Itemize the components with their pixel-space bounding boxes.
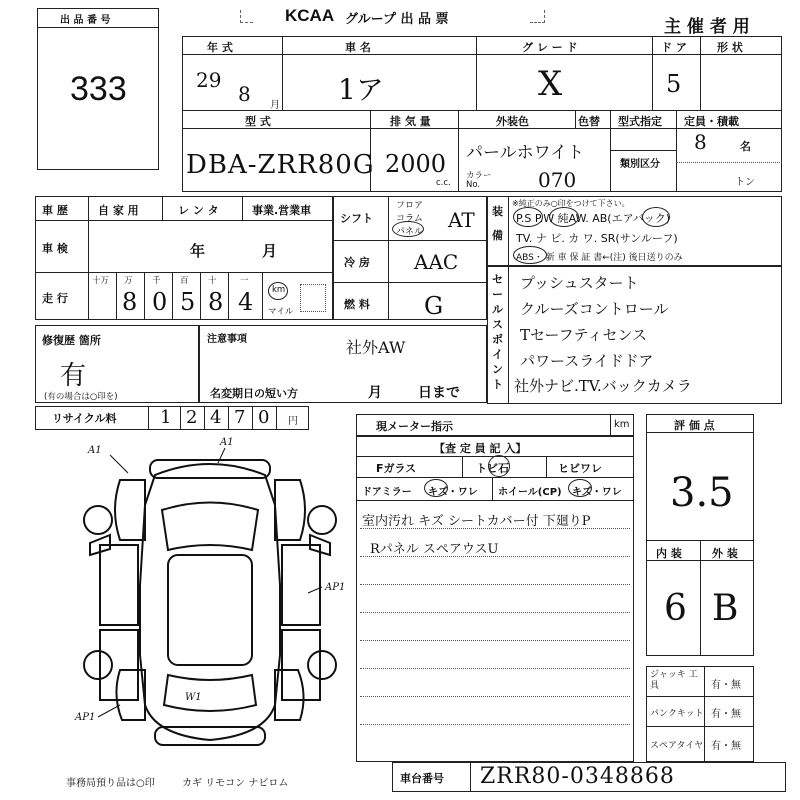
type-cert-label: 型式指定 xyxy=(618,115,662,128)
tool-label-repair-kit: パンクキット xyxy=(650,709,704,719)
left-rear-wheel xyxy=(84,651,112,679)
month-suffix: 月 xyxy=(270,100,280,111)
right-front-fender xyxy=(275,480,305,540)
tool-options-repair-kit[interactable]: 有・無 xyxy=(711,709,741,720)
notes-value: 社外AW xyxy=(346,338,406,357)
digit-unit-10: 十 xyxy=(208,276,217,286)
chip-circle-mark xyxy=(488,455,510,477)
rear-bumper xyxy=(155,727,265,745)
equipment-row-2: TV. ナ ビ. カ ワ. SR(サンルーフ) xyxy=(516,232,678,245)
body-label: 形 状 xyxy=(717,41,743,54)
glass-label: Fガラス xyxy=(376,462,417,475)
digit-unit-100k: 十万 xyxy=(92,276,110,286)
windshield xyxy=(162,503,258,551)
transfer-label: 名変期日の短い方 xyxy=(210,387,298,400)
equipment-note: ※純正のみ○印をつけて下さい。 xyxy=(512,199,630,208)
mile-label: マイル xyxy=(268,307,294,317)
recycle-digit: 7 xyxy=(234,407,246,428)
sales-point-item: クルーズコントロール xyxy=(520,300,669,318)
color-label: 外装色 xyxy=(496,115,529,128)
model-value: DBA-ZRR80G xyxy=(186,150,375,180)
mileage-label: 走 行 xyxy=(42,292,68,305)
car-body-outline xyxy=(140,464,280,740)
capacity-unit: 名 xyxy=(740,140,751,153)
ac-label: 冷 房 xyxy=(344,256,370,269)
color-change-label: 色替 xyxy=(578,115,600,128)
digit-unit-10k: 万 xyxy=(124,276,133,286)
history-option-business[interactable]: 事業.営業車 xyxy=(252,204,312,217)
exterior-label: 外 装 xyxy=(712,547,738,560)
repair-note: (有の場合は○印を) xyxy=(44,392,118,402)
inspection-month: 月 xyxy=(262,242,278,260)
left-front-fender xyxy=(115,480,145,540)
damage-mark: AP1 xyxy=(325,582,346,593)
history-option-private[interactable]: 自 家 用 xyxy=(98,204,139,217)
damage-mark: AP1 xyxy=(75,712,96,723)
capacity-value: 8 xyxy=(694,130,707,154)
sales-point-item: プッシュスタート xyxy=(520,274,639,292)
shift-label: シフト xyxy=(340,212,373,225)
transfer-day: 日まで xyxy=(418,385,460,401)
right-rear-wheel xyxy=(308,651,336,679)
left-rear-fender xyxy=(116,670,145,720)
remark-line: Rパネル スペアウスU xyxy=(370,542,499,557)
tool-options-spare-tire[interactable]: 有・無 xyxy=(711,741,741,752)
abs-circle-mark xyxy=(513,246,547,264)
recycle-label: リサイクル料 xyxy=(52,412,117,425)
left-front-wheel xyxy=(84,506,112,534)
ab-circle-mark xyxy=(642,207,670,227)
fuel-label: 燃 料 xyxy=(344,298,370,311)
grade-value: X xyxy=(538,64,563,104)
tool-options-jack[interactable]: 有・無 xyxy=(711,680,741,691)
mileage-digit: 0 xyxy=(152,288,168,316)
org-subtitle: グループ 出 品 票 xyxy=(345,12,449,27)
mileage-digit: 4 xyxy=(238,288,254,316)
grade-label: グ レ ー ド xyxy=(522,41,578,54)
history-label: 車 歴 xyxy=(42,204,68,217)
org-title: KCAA xyxy=(285,6,335,25)
interior-value: 6 xyxy=(664,588,687,629)
chassis-label: 車台番号 xyxy=(400,772,444,785)
history-option-rental[interactable]: レ ン タ xyxy=(178,204,219,217)
year-label: 年 式 xyxy=(207,41,233,54)
notes-label: 注意事項 xyxy=(207,334,247,345)
chassis-value: ZRR80-0348868 xyxy=(480,764,675,789)
tool-label-jack: ジャッキ 工 具 xyxy=(650,670,698,691)
sales-point-item: 社外ナビ.TV.バックカメラ xyxy=(514,377,692,395)
meter-label: 現メーター指示 xyxy=(376,420,453,433)
inspection-label: 車 検 xyxy=(42,242,68,255)
name-label: 車 名 xyxy=(345,41,371,54)
digit-unit-1k: 千 xyxy=(152,276,161,286)
office-items: カギ リモコン ナビロム xyxy=(182,778,289,789)
name-value: 1ア xyxy=(338,73,384,106)
wheel-label: ホイール(CP) xyxy=(498,487,562,498)
right-rear-fender xyxy=(275,670,304,720)
sales-point-item: Tセーフティセンス xyxy=(520,326,648,344)
role-label: 主 催 者 用 xyxy=(664,17,750,37)
doors-value: 5 xyxy=(666,70,682,98)
lot-number-label: 出 品 番 号 xyxy=(60,15,111,26)
mileage-digit: 8 xyxy=(208,288,224,316)
shift-option-panel[interactable]: パネル xyxy=(396,227,424,237)
color-no-value: 070 xyxy=(538,168,577,192)
lot-number: 333 xyxy=(70,70,127,108)
right-front-door xyxy=(282,545,320,625)
year-value: 29 xyxy=(196,68,222,92)
car-diagram xyxy=(70,435,350,765)
capacity-label: 定員・積載 xyxy=(684,115,739,128)
inspection-header: 【査 定 員 記 入】 xyxy=(434,442,527,455)
pw-circle-mark xyxy=(549,207,579,227)
shift-option-column[interactable]: コラム xyxy=(396,214,423,224)
fuel-value: G xyxy=(424,292,444,320)
remark-line: 室内汚れ キズ シートカバー付 下廻りP xyxy=(362,514,591,529)
left-rear-door xyxy=(100,630,138,700)
grade-overall: 3.5 xyxy=(670,470,734,516)
right-rear-door xyxy=(282,630,320,700)
grade-label: 評 価 点 xyxy=(674,419,715,432)
digit-unit-100: 百 xyxy=(180,276,189,286)
interior-label: 内 装 xyxy=(656,547,682,560)
recycle-digit: 4 xyxy=(210,407,222,428)
office-text: 事務局預り品は○印 xyxy=(66,778,155,789)
wheel-circle-mark xyxy=(568,479,592,497)
inspection-year: 年 xyxy=(190,242,206,260)
meter-unit: km xyxy=(614,419,630,430)
shift-value: AT xyxy=(448,208,475,232)
mileage-digit: 8 xyxy=(122,288,138,316)
ac-value: AAC xyxy=(414,250,459,274)
exterior-value: B xyxy=(712,588,739,629)
digit-unit-1: 一 xyxy=(240,276,249,286)
month-value: 8 xyxy=(238,82,251,106)
roof xyxy=(168,555,252,665)
class-label: 類別区分 xyxy=(620,159,660,170)
doors-label: ド ア xyxy=(661,41,687,54)
left-front-door xyxy=(100,545,138,625)
recycle-unit: 円 xyxy=(288,416,298,427)
color-no-label: カラー No. xyxy=(466,171,492,190)
load-unit: トン xyxy=(735,177,755,188)
km-label: km xyxy=(272,285,286,295)
disp-unit: c.c. xyxy=(436,178,451,188)
right-front-wheel xyxy=(308,506,336,534)
recycle-digit: 2 xyxy=(186,407,198,428)
glass-option-crack[interactable]: ヒビワレ xyxy=(558,462,602,475)
front-bumper xyxy=(150,460,270,478)
disp-label: 排 気 量 xyxy=(390,115,431,128)
wheel-options[interactable]: キズ・ワレ xyxy=(572,487,622,498)
color-value: パールホワイト xyxy=(466,143,585,163)
mirror-label: ドアミラー xyxy=(362,487,412,498)
model-label: 型 式 xyxy=(245,115,271,128)
ps-circle-mark xyxy=(513,207,543,227)
recycle-digit: 1 xyxy=(160,407,172,428)
mirror-options[interactable]: キズ・ワレ xyxy=(428,487,478,498)
damage-mark: W1 xyxy=(185,692,202,703)
panel-circle-mark xyxy=(392,221,424,237)
recycle-digit: 0 xyxy=(258,407,270,428)
repair-label: 修復歴 箇所 xyxy=(42,334,101,347)
transfer-month: 月 xyxy=(368,385,382,401)
tool-label-spare-tire: スペアタイヤ xyxy=(650,741,704,751)
equipment-row-3: ABS・ 新 車 保 証 書←(注) 後日送りのみ xyxy=(516,253,683,263)
repair-value: 有 xyxy=(60,361,87,391)
equipment-row-1: P.S P.W 純AW. AB(エアバック) xyxy=(516,212,670,225)
mirror-circle-mark xyxy=(424,479,448,497)
disp-value: 2000 xyxy=(385,150,447,178)
damage-mark: A1 xyxy=(88,445,102,456)
sales-points-label: セールスポイント xyxy=(492,273,503,391)
shift-option-floor[interactable]: フロア xyxy=(396,201,424,211)
mileage-digit: 5 xyxy=(180,288,196,316)
glass-option-chip[interactable]: トビ石 xyxy=(476,462,509,475)
sales-point-item: パワースライドドア xyxy=(520,352,654,370)
damage-mark: A1 xyxy=(220,437,234,448)
rear-window xyxy=(164,675,256,711)
equipment-label: 装 備 xyxy=(492,205,503,242)
